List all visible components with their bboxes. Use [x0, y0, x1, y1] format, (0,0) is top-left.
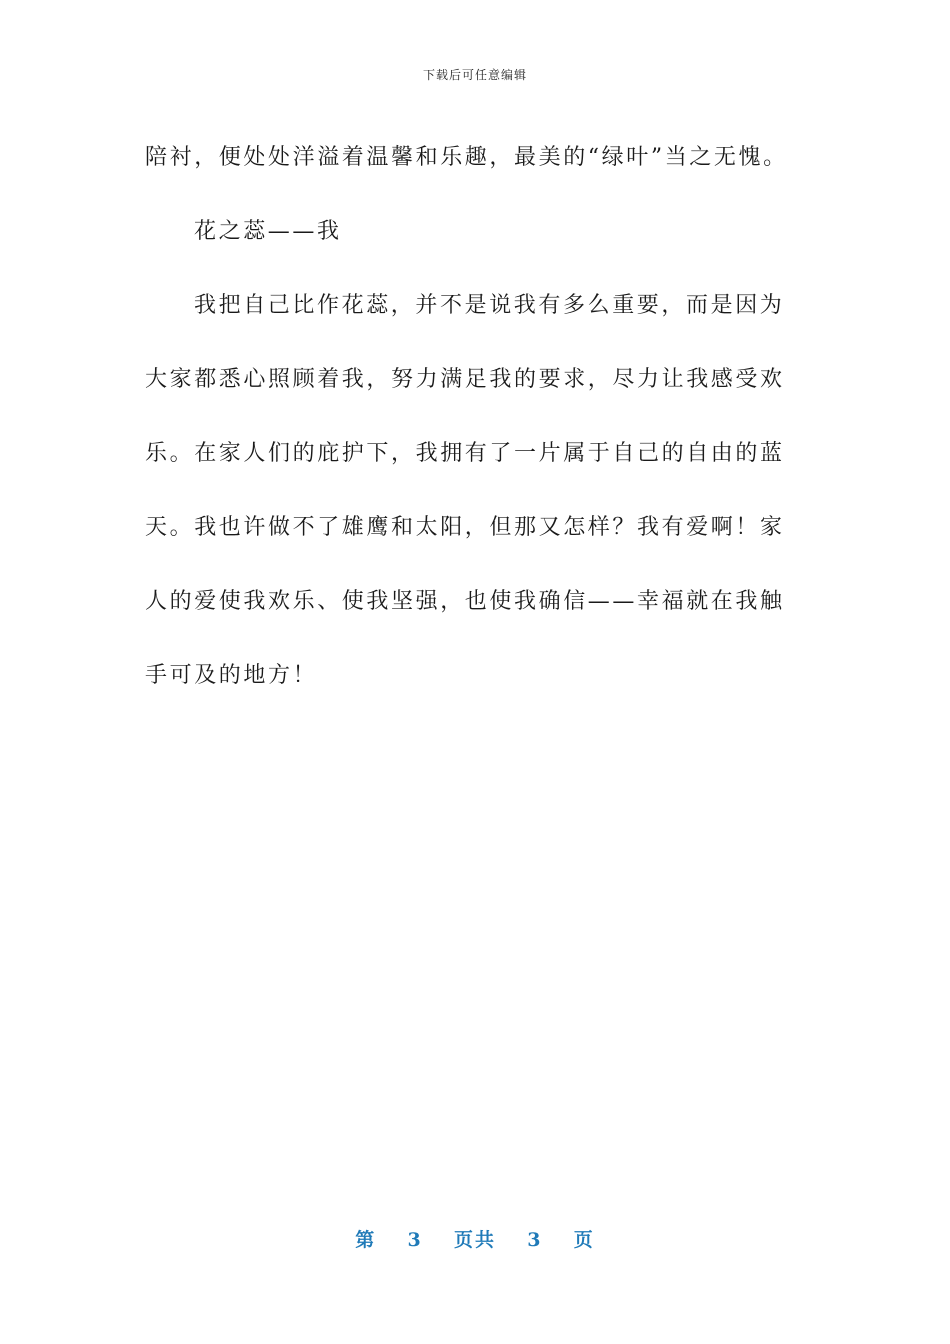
- section-heading: 花之蕊——我: [194, 219, 342, 244]
- paragraph-main: 我把自己比作花蕊，并不是说我有多么重要，而是因为大家都悉心照顾着我，努力满足我的要求，尽力让我感受欢乐。在家人们的庇护下，我拥有了一片属于自己的自由的蓝天。我也许做不了雄鹰和太阳，但那又怎样？我有爱啊！家人的爱使我欢乐、使我坚强，也使我确信——幸福就在我触手可及的地方！: [145, 293, 785, 688]
- footer-middle: 页共: [453, 1229, 496, 1251]
- paragraph-continued: 陪衬，便处处洋溢着温馨和乐趣，最美的“绿叶”当之无愧。: [145, 145, 788, 170]
- page-footer: [0, 1225, 950, 1252]
- footer-prefix: 第: [355, 1229, 377, 1251]
- document-body: [145, 121, 800, 713]
- footer-total-pages: 3: [527, 1229, 543, 1251]
- footer-current-page: 3: [407, 1229, 423, 1251]
- header-note: 下载后可任意编辑: [422, 68, 527, 82]
- footer-suffix: 页: [573, 1229, 595, 1251]
